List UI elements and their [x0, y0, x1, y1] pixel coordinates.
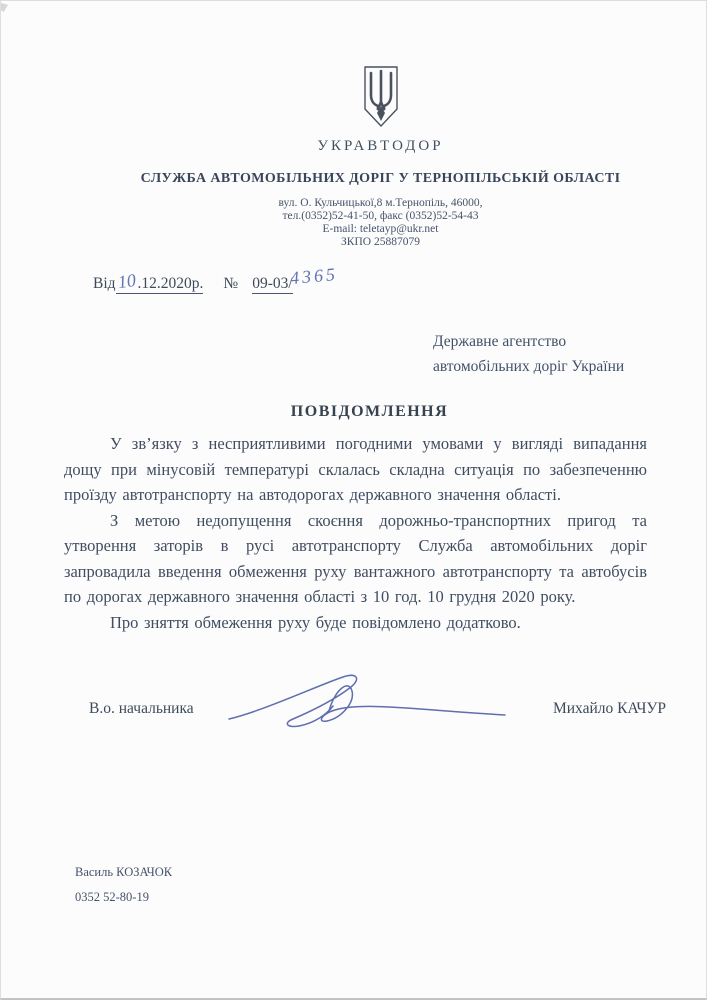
date-printed: .12.2020р.: [137, 275, 204, 292]
organization-name: СЛУЖБА АВТОМОБІЛЬНИХ ДОРІГ У ТЕРНОПІЛЬСЬКІЙ ОБЛАСТІ: [140, 171, 621, 186]
address-line: тел.(0352)52-41-50, факс (0352)52-54-43: [282, 210, 479, 222]
date-prefix: Від: [93, 275, 116, 292]
handwritten-date-day: 10: [116, 269, 137, 293]
reference-line: [93, 263, 339, 293]
recipient-line: автомобільних доріг України: [433, 358, 625, 375]
contact-name: Василь КОЗАЧОК: [75, 865, 173, 879]
handwritten-number: 4365: [288, 263, 339, 289]
address-block: [27, 197, 707, 249]
document-title: ПОВІДОМЛЕННЯ: [290, 403, 449, 420]
address-line: ЗКПО 25887079: [341, 236, 420, 248]
signatory-name: Михайло КАЧУР: [552, 700, 666, 717]
ukraine-trident-emblem-icon: [362, 65, 400, 129]
letterhead: [27, 65, 707, 249]
signatory-position: В.о. начальника: [89, 700, 194, 717]
recipient-line: Державне агентство: [433, 333, 567, 350]
body-paragraph: З метою недопущення скоєння дорожньо-транспортних пригод та утворення заторів в русі автотранспорту Служба автомобільних доріг запровадила введення обмеження руху вантажного автотранспорту та автобусів по дорогах державного значення області з 10 год. 10 грудня 2020 року.: [64, 510, 647, 606]
recipient-block: [433, 329, 624, 379]
footer-contact: [75, 865, 172, 905]
handwritten-signature: [223, 667, 513, 737]
body-paragraph: У зв’язку з несприятливими погодними умовами у вигляді випадання дощу при мінусовій температурі склалась складна ситуація по забезпеченню проїзду автотранспорту на автодорогах державного значення області.: [64, 434, 647, 504]
agency-name: УКРАВТОДОР: [317, 138, 444, 154]
contact-phone: 0352 52-80-19: [75, 890, 149, 904]
address-line: вул. О. Кульчицької,8 м.Тернопіль, 46000,: [278, 197, 483, 209]
letter-body: [64, 431, 647, 635]
body-paragraph: Про зняття обмеження руху буде повідомлено додатково.: [110, 612, 521, 632]
number-label: №: [223, 275, 239, 292]
address-line: E-mail: teletayp@ukr.net: [322, 223, 439, 235]
number-printed: 09-03/: [252, 275, 293, 292]
